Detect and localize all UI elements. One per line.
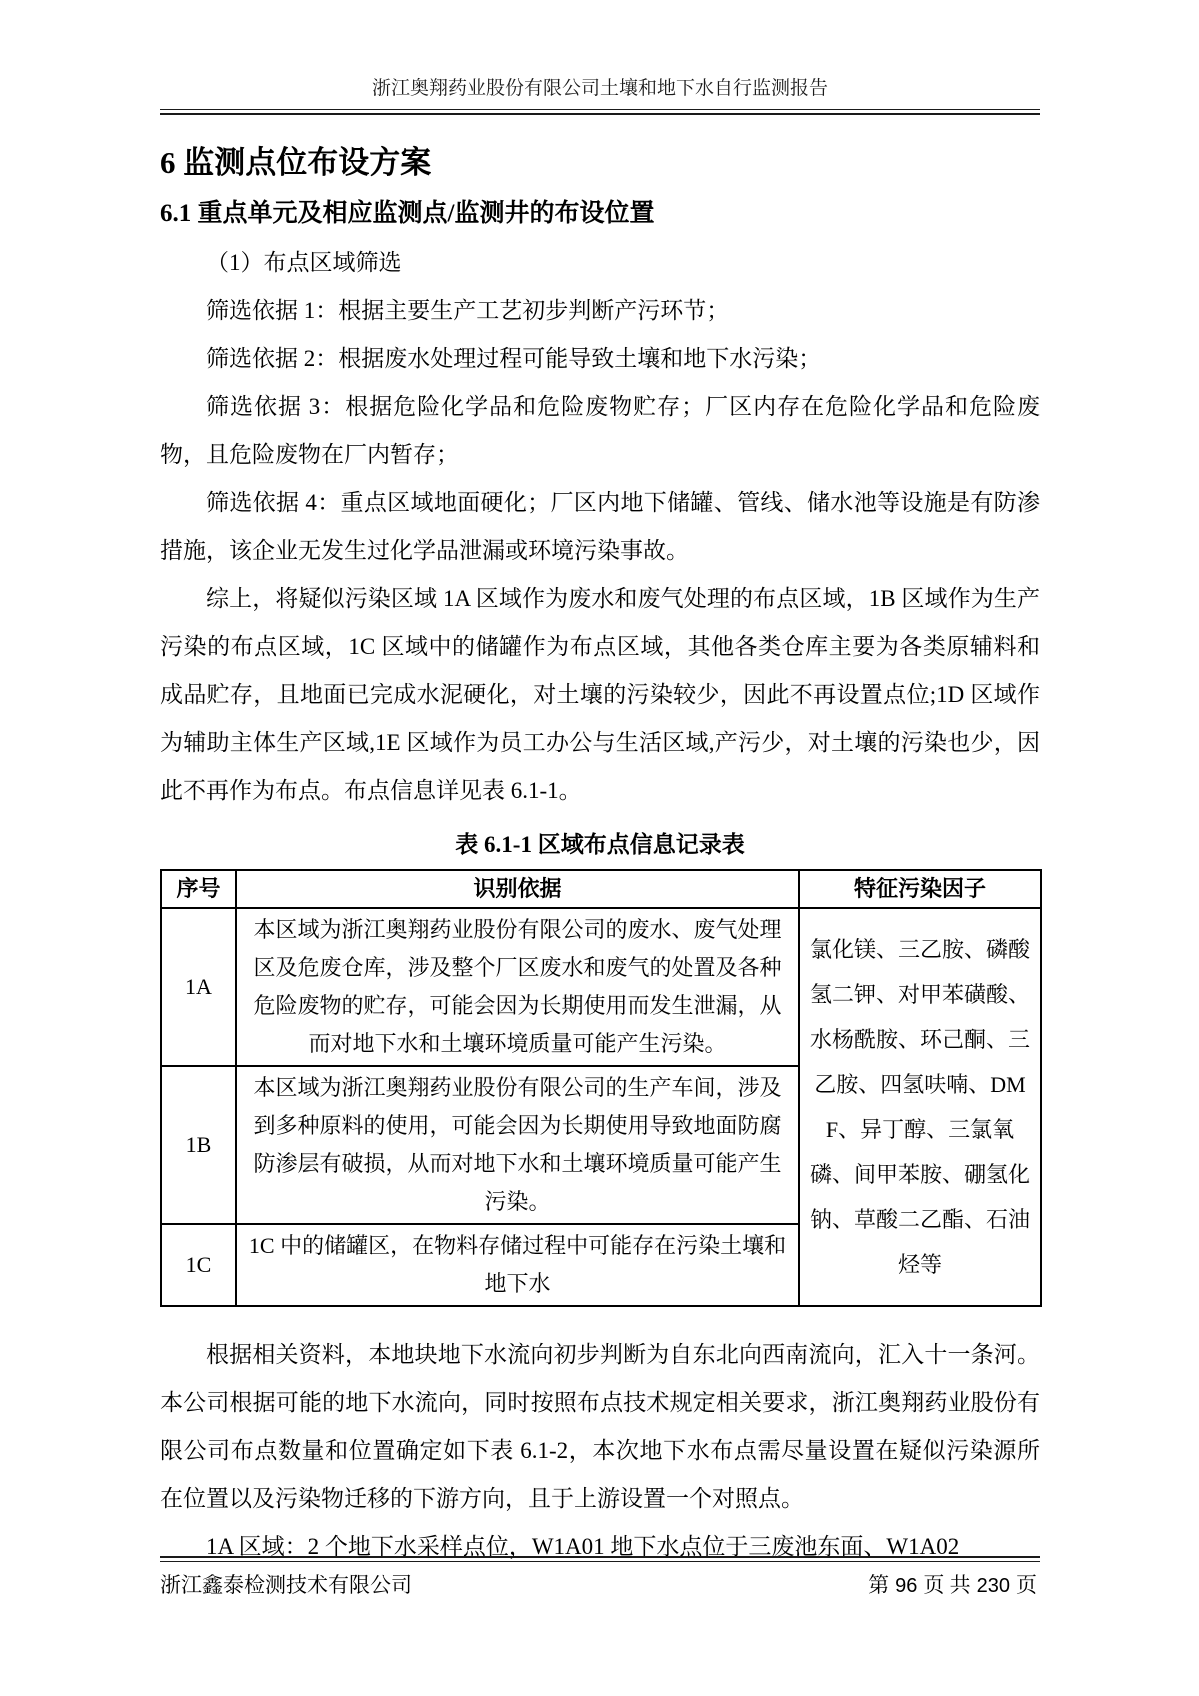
table-header-row bbox=[161, 870, 1041, 908]
paragraph-basis-1: 筛选依据 1：根据主要生产工艺初步判断产污环节； bbox=[206, 298, 730, 323]
paragraph-summary: 综上，将疑似污染区域 1A 区域作为废水和废气处理的布点区域，1B 区域作为生产污染的布点区域，1C 区域中的储罐作为布点区域，其他各类仓库主要为各类原辅料和成品贮存，且地面已完成水泥硬化，对土壤的污染较少，因此不再设置点位;1D 区域作为辅助主体生产区域,1E 区域作为员工办公与生活区域,产污少，对土壤的污染也少，因此不再作为布点。布点信息详见表 6.1-1。 bbox=[160, 586, 1041, 803]
col-header-pollutants: 特征污染因子 bbox=[799, 870, 1041, 908]
footer-page-suffix: 页 bbox=[1016, 1573, 1037, 1597]
row-id-1a: 1A bbox=[161, 908, 236, 1066]
row-basis-1a: 本区域为浙江奥翔药业股份有限公司的废水、废气处理区及危废仓库，涉及整个厂区废水和废气的处置及各种危险废物的贮存，可能会因为长期使用而发生泄漏，从而对地下水和土壤环境质量可能产生污染。 bbox=[236, 908, 799, 1066]
paragraph-groundwater-flow: 根据相关资料，本地块地下水流向初步判断为自东北向西南流向，汇入十一条河。本公司根据可能的地下水流向，同时按照布点技术规定相关要求，浙江奥翔药业股份有限公司布点数量和位置确定如下表 6.1-2，本次地下水布点需尽量设置在疑似污染源所在位置以及污染物迁移的下游方向，且于上游设置一个对照点。 bbox=[160, 1342, 1040, 1511]
footer-page-total: 230 bbox=[976, 1575, 1010, 1597]
table-caption: 表 6.1-1 区域布点信息记录表 bbox=[455, 832, 745, 857]
main-content bbox=[160, 143, 1040, 1571]
footer-page-middle: 页 共 bbox=[923, 1573, 971, 1597]
paragraph-basis-2: 筛选依据 2：根据废水处理过程可能导致土壤和地下水污染； bbox=[206, 346, 822, 371]
paragraph-screening-intro: （1）布点区域筛选 bbox=[206, 250, 402, 275]
paragraph-area-1a-points: 1A 区域：2 个地下水采样点位，W1A01 地下水点位于三废池东面、W1A02 bbox=[206, 1534, 960, 1559]
page-header bbox=[160, 0, 1040, 115]
row-basis-1c: 1C 中的储罐区，在物料存储过程中可能存在污染土壤和地下水 bbox=[236, 1224, 799, 1306]
col-header-serial: 序号 bbox=[161, 870, 236, 908]
row-id-1b: 1B bbox=[161, 1066, 236, 1224]
footer-rule bbox=[160, 1556, 1040, 1562]
row-basis-1b: 本区域为浙江奥翔药业股份有限公司的生产车间，涉及到多种原料的使用，可能会因为长期使用导致地面防腐防渗层有破损，从而对地下水和土壤环境质量可能产生污染。 bbox=[236, 1066, 799, 1224]
header-rule bbox=[160, 109, 1040, 115]
page-footer bbox=[160, 1556, 1040, 1599]
col-header-basis: 识别依据 bbox=[236, 870, 799, 908]
row-id-1c: 1C bbox=[161, 1224, 236, 1306]
footer-page-info bbox=[865, 1572, 1040, 1599]
footer-page-current: 96 bbox=[895, 1575, 918, 1597]
table-area-layout-info bbox=[160, 869, 1042, 1307]
running-header-title: 浙江奥翔药业股份有限公司土壤和地下水自行监测报告 bbox=[371, 78, 828, 99]
paragraph-basis-3: 筛选依据 3：根据危险化学品和危险废物贮存；厂区内存在危险化学品和危险废物，且危险废物在厂内暂存； bbox=[160, 394, 1040, 467]
table-row-1a bbox=[161, 908, 1041, 1066]
subsection-heading: 6.1 重点单元及相应监测点/监测井的布设位置 bbox=[160, 200, 655, 227]
footer-company: 浙江鑫泰检测技术有限公司 bbox=[160, 1573, 412, 1597]
section-heading: 6 监测点位布设方案 bbox=[160, 145, 432, 180]
pollutants-cell: 氯化镁、三乙胺、磷酸氢二钾、对甲苯磺酸、水杨酰胺、环己酮、三乙胺、四氢呋喃、DMF、异丁醇、三氯氧磷、间甲苯胺、硼氢化钠、草酸二乙酯、石油烃等 bbox=[799, 908, 1041, 1306]
paragraph-basis-4: 筛选依据 4：重点区域地面硬化；厂区内地下储罐、管线、储水池等设施是有防渗措施，该企业无发生过化学品泄漏或环境污染事故。 bbox=[160, 490, 1040, 563]
footer-page-prefix: 第 bbox=[868, 1573, 890, 1597]
